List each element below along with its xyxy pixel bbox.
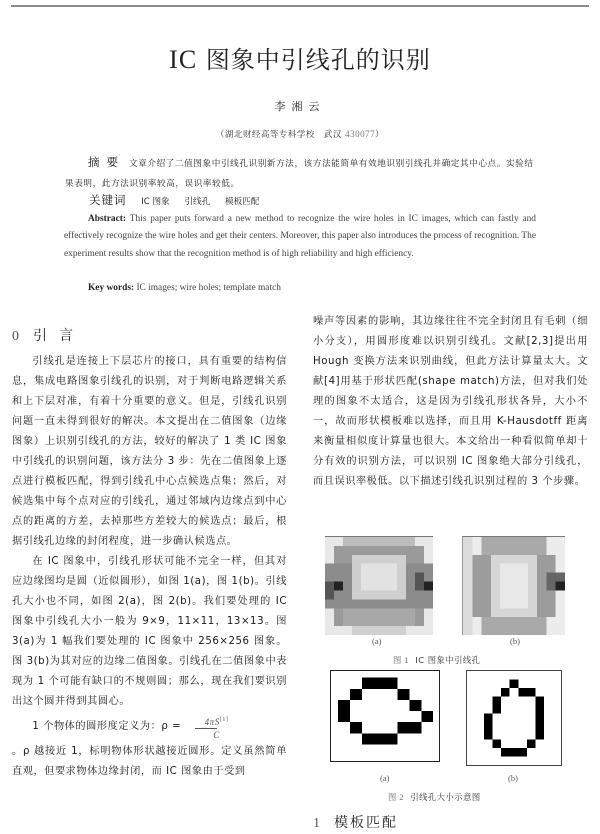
figure1a-label: (a) bbox=[372, 636, 382, 646]
figure1a-image bbox=[325, 536, 433, 635]
keywords-en-label: Key words bbox=[88, 283, 131, 293]
section-title: 模板匹配 bbox=[334, 815, 398, 831]
circularity-formula-line bbox=[12, 712, 287, 742]
keywords-en: Key words: IC images; wire holes; template match bbox=[88, 283, 281, 293]
title-latin: IC bbox=[169, 45, 198, 74]
figure2-caption bbox=[388, 791, 481, 803]
author: 李湘云 bbox=[274, 100, 326, 113]
abstract-cn-text: 文章介绍了二值图象中引线孔识别新方法，该方法能简单有效地识别引线孔并确定其中心点。实验结果表明，此方法识别率较高，误识率较低。 bbox=[65, 159, 534, 189]
section-number: 1 bbox=[313, 816, 320, 831]
formula-numerator: 4πS bbox=[204, 716, 220, 727]
keyword-item: 引线孔 bbox=[184, 197, 211, 207]
abstract-en-text: This paper puts forward a new method to recognize the wire holes in IC images, which can fastly and effectively recognize the wire holes and get their centers. Moreover, this paper also introduces the process of recognition. The experiment results show that the recognition method is of high reliability and high efficiency. bbox=[64, 214, 536, 259]
abstract-en: Abstract: This paper puts forward a new method to recognize the wire holes in IC images, which can fastly and effectively recognize the wire holes and get their centers. Moreover, this paper also introduces the process of recognition. The experiment results show that the recognition method is of high reliability and high efficiency. bbox=[64, 214, 536, 259]
abstract-en-label: Abstract bbox=[88, 214, 123, 224]
figure2a-image bbox=[330, 670, 440, 762]
abstract-cn bbox=[65, 152, 535, 194]
paper-title bbox=[0, 40, 600, 75]
intro-paragraph-1: 引线孔是连接上下层芯片的接口，具有重要的结构信息，集成电路图象引线孔的识别，对于判断电路逻辑关系和上下层对准，有着十分重要的意义。但是，引线孔识别问题一直未得到很好的解决。本文提出在二值图象（边缘图象）上识别引线孔的方法，较好的解决了 1 类 IC 图象中引线孔的识别问题，该方法分 3 步：先在二值图象上逐点进行模板匹配，得到引线孔中心点候选点集；然后，对候选集中每个点对应的引线孔，通过邻域内边缘点到中心点的距离的方差，去掉那些方差较大的候选点；最后，根据引线孔边缘的封闭程度，进一步确认候选点。 bbox=[12, 356, 287, 547]
section-heading-intro bbox=[12, 325, 85, 345]
keywords-cn bbox=[89, 192, 271, 208]
figure1-caption-text: IC 图象中引线孔 bbox=[415, 655, 481, 665]
formula-prefix: 1 个物体的圆形度定义为：ρ = bbox=[32, 721, 182, 732]
affiliation bbox=[0, 128, 600, 140]
affiliation-close: ） bbox=[375, 130, 385, 140]
keyword-item: IC 图象 bbox=[141, 197, 170, 207]
figure2-caption-label: 图 2 bbox=[388, 793, 405, 802]
header-rule bbox=[11, 5, 589, 7]
affiliation-postcode: 430077 bbox=[345, 129, 376, 139]
intro-paragraph-3: 。ρ 越接近 1，标明物体形状越接近圆形。定义虽然简单直观，但要求物体边缘封闭，而 IC 图象由于受到 bbox=[12, 746, 287, 777]
circularity-formula bbox=[184, 715, 228, 740]
intro-paragraph-2: 在 IC 图象中，引线孔形状可能不完全一样，但其对应边缘图均是圆（近似圆形），如图 1(a)，图 1(b)。引线孔大小也不同，如图 2(a)，图 2(b)。我们要处理的 IC 图象中引线孔大小一般为 9×9，11×11，13×13。图 3(a)为 1 幅我们要处理的 IC 图象中 256×256 图象。图 3(b)为其对应的边缘二值图象。引线孔在二值图象中表现为 1 个可能有缺口的不规则圆；那么，现在我们要识别出这个圆并得到其圆心。 bbox=[12, 556, 287, 707]
fraction-bar bbox=[195, 728, 217, 729]
figure1-caption-label: 图 1 bbox=[393, 656, 410, 665]
right-column bbox=[313, 312, 588, 492]
figure2-caption-text: 引线孔大小示意图 bbox=[410, 792, 481, 802]
figure2a-label: (a) bbox=[380, 773, 390, 783]
right-paragraph-1: 噪声等因素的影响，其边缘往往不完全封闭且有毛刺（细小分支），用圆形度难以识别引线孔。文献[2,3]提出用 Hough 变换方法来识别曲线，但此方法计算量太大。文献[4]用基于形状匹配(shape match)方法，但对我们处理的图象不太适合，这是因为引线孔形状各异，大小不一，故而形状模板难以选择，而且用 K-Hausdotff 距离来衡量相似度计算量也很大。本文给出一种看似简单却十分有效的识别方法，可以识别 IC 图象绝大部分引线孔，而且误识率极低。以下描述引线孔识别过程的 3 个步骤。 bbox=[313, 316, 588, 487]
section-number: 0 bbox=[12, 329, 19, 344]
figure1b-image bbox=[462, 536, 565, 635]
affiliation-name: （湖北财经高等专科学校 武汉 bbox=[215, 130, 342, 140]
section-heading-template-match bbox=[313, 812, 398, 832]
section-title: 引言 bbox=[33, 328, 85, 344]
keywords-en-text: IC images; wire holes; template match bbox=[136, 283, 281, 293]
abstract-cn-label: 摘要 bbox=[88, 155, 125, 169]
formula-denominator: C bbox=[213, 729, 220, 740]
figure2b-image bbox=[466, 670, 562, 766]
figure1b-label: (b) bbox=[510, 636, 520, 646]
figure2b-label: (b) bbox=[508, 773, 518, 783]
keyword-item: 模板匹配 bbox=[224, 197, 260, 207]
keywords-cn-label: 关键词 bbox=[89, 193, 127, 207]
left-column bbox=[12, 352, 287, 782]
title-cn: 图象中引线孔的识别 bbox=[205, 46, 431, 74]
figure1-caption bbox=[393, 654, 480, 666]
formula-ref: [1] bbox=[219, 716, 229, 723]
